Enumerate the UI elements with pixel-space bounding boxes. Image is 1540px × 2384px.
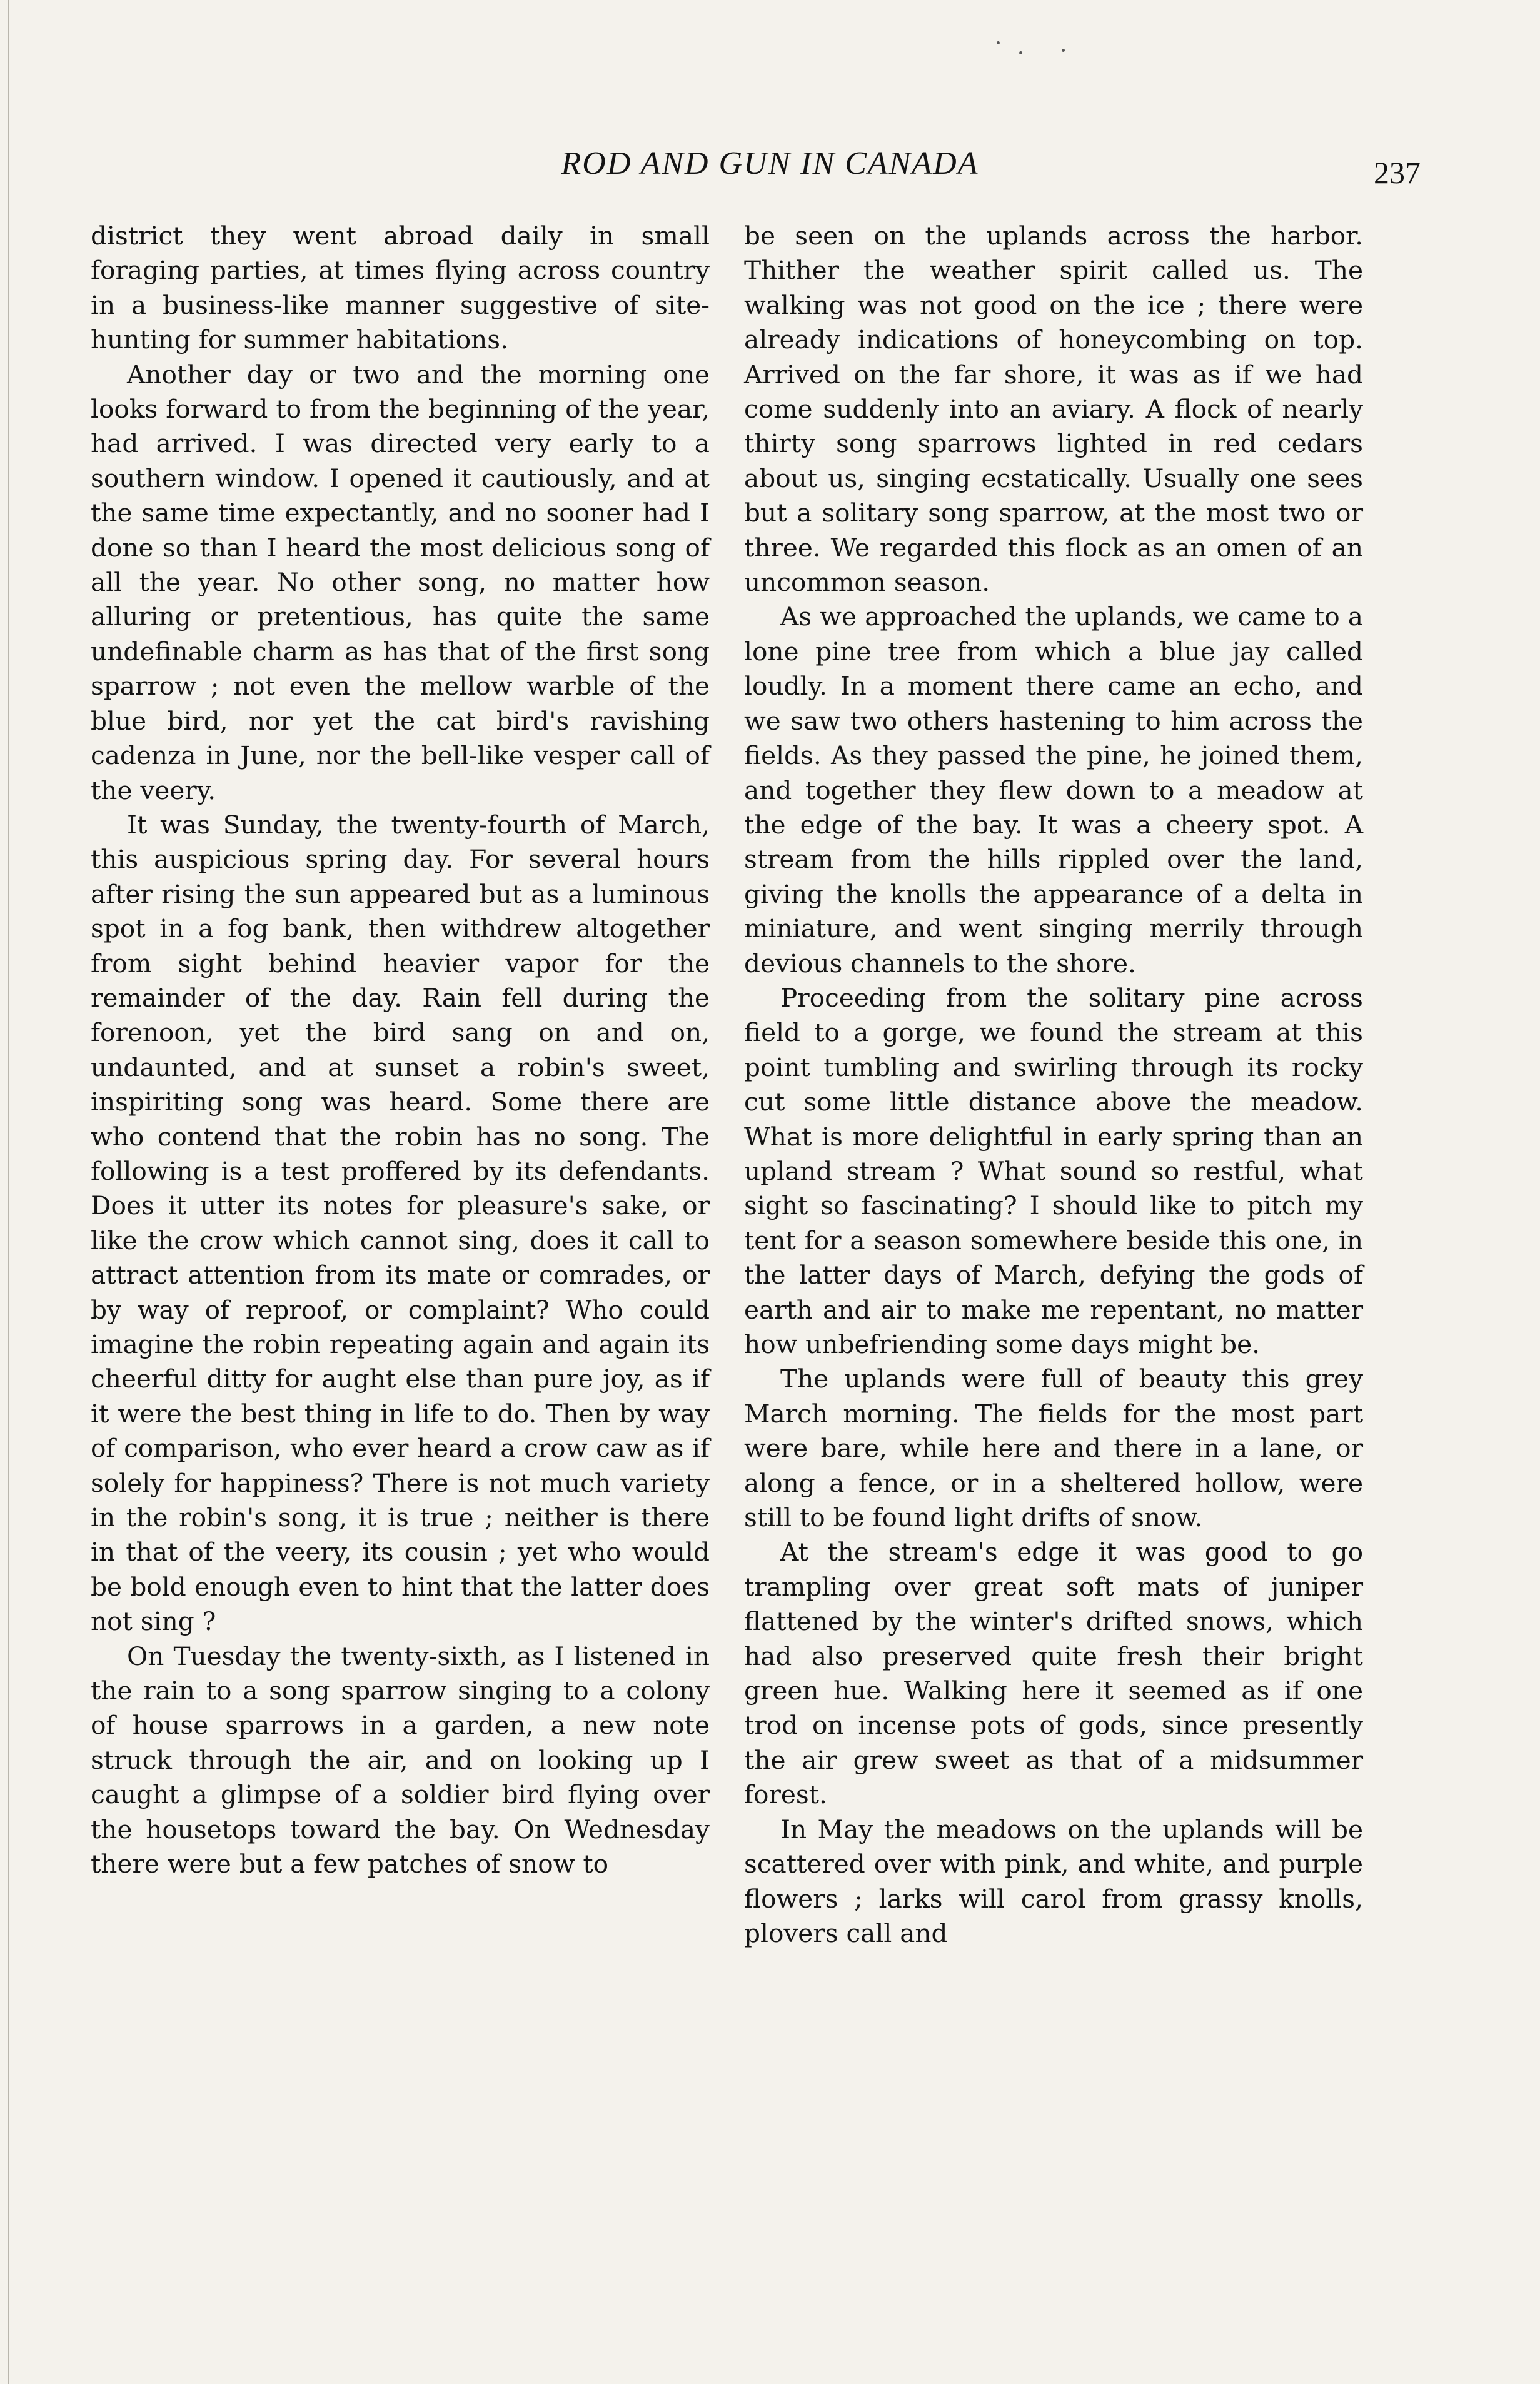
paragraph: As we approached the uplands, we came to a lone pine tree from which a blue jay called loudly. In a moment there came an echo, and we saw two others hastening to him across the fields. As they passed the pine, he joined them, and together they flew down to a meadow at the edge of the bay. It was a cheery spot. A stream from the hills rippled over the land, giving the knolls the appearance of a delta in miniature, and went singing merrily through devious channels to the shore. (744, 601, 1363, 978)
right-column (744, 219, 1363, 1951)
scan-speck (1062, 49, 1065, 52)
paragraph: The uplands were full of beauty this grey March morning. The fields for the most part were bare, while here and there in a lane, or along a fence, or in a sheltered hollow, were still to be found light drifts of snow. (744, 1364, 1363, 1533)
scan-specks (994, 38, 1088, 75)
paragraph: At the stream's edge it was good to go trampling over great soft mats of juniper flattened by the winter's drifted snows, which had also preserved quite fresh their bright green hue. Walking here it seemed as if one trod on incense pots of gods, since presently the air grew sweet as that of a midsummer forest. (744, 1537, 1363, 1810)
scan-speck (997, 41, 1000, 44)
paragraph: district they went abroad daily in small foraging parties, at times flying across country in a business-like manner suggestive of site-hunting for summer habitations. (91, 221, 710, 355)
paragraph: In May the meadows on the uplands will be scattered over with pink, and white, and purple flowers ; larks will carol from grassy knolls, plovers call and (744, 1814, 1363, 1948)
scan-speck (1019, 51, 1022, 54)
left-column (91, 219, 710, 1882)
page-number: 237 (1374, 155, 1421, 190)
running-title: ROD AND GUN IN CANADA (561, 146, 979, 181)
paragraph: be seen on the uplands across the harbor. Thither the weather spirit called us. The walking was not good on the ice ; there were already indications of honeycombing on top. Arrived on the far shore, it was as if we had come suddenly into an aviary. A flock of nearly thirty song sparrows lighted in red cedars about us, singing ecstatically. Usually one sees but a solitary song sparrow, at the most two or three. We regarded this flock as an omen of an uncommon season. (744, 221, 1363, 598)
paragraph: On Tuesday the twenty-sixth, as I listened in the rain to a song sparrow singing to a colony of house sparrows in a garden, a new note struck through the air, and on looking up I caught a glimpse of a soldier bird flying over the housetops toward the bay. On Wednesday there were but a few patches of snow to (91, 1641, 710, 1879)
paragraph: Proceeding from the solitary pine across field to a gorge, we found the stream at this point tumbling and swirling through its rocky cut some little distance above the meadow. What is more delightful in early spring than an upland stream ? What sound so restful, what sight so fascinating? I should like to pitch my tent for a season somewhere beside this one, in the latter days of March, defying the gods of earth and air to make me repentant, no matter how unbefriending some days might be. (744, 982, 1363, 1359)
paragraph: It was Sunday, the twenty-fourth of March, this auspicious spring day. For several hours after rising the sun appeared but as a luminous spot in a fog bank, then withdrew altogether from sight behind heavier vapor for the remainder of the day. Rain fell during the forenoon, yet the bird sang on and on, undaunted, and at sunset a robin's sweet, inspiriting song was heard. Some there are who contend that the robin has no song. The following is a test proffered by its defendants. Does it utter its notes for pleasure's sake, or like the crow which cannot sing, does it call to attract attention from its mate or comrades, or by way of reproof, or complaint? Who could imagine the robin repeating again and again its cheerful ditty for aught else than pure joy, as if it were the best thing in life to do. Then by way of comparison, who ever heard a crow caw as if solely for happiness? There is not much variety in the robin's song, it is true ; neither is there in that of the veery, its cousin ; yet who would be bold enough even to hint that the latter does not sing ? (91, 809, 710, 1637)
paragraph: Another day or two and the morning one looks forward to from the beginning of the year, had arrived. I was directed very early to a southern window. I opened it cautiously, and at the same time expectantly, and no sooner had I done so than I heard the most delicious song of all the year. No other song, no matter how alluring or pretentious, has quite the same undefinable charm as has that of the first song sparrow ; not even the mellow warble of the blue bird, nor yet the cat bird's ravishing cadenza in June, nor the bell-like vesper call of the veery. (91, 359, 710, 805)
page-edge-rule (8, 0, 9, 2384)
